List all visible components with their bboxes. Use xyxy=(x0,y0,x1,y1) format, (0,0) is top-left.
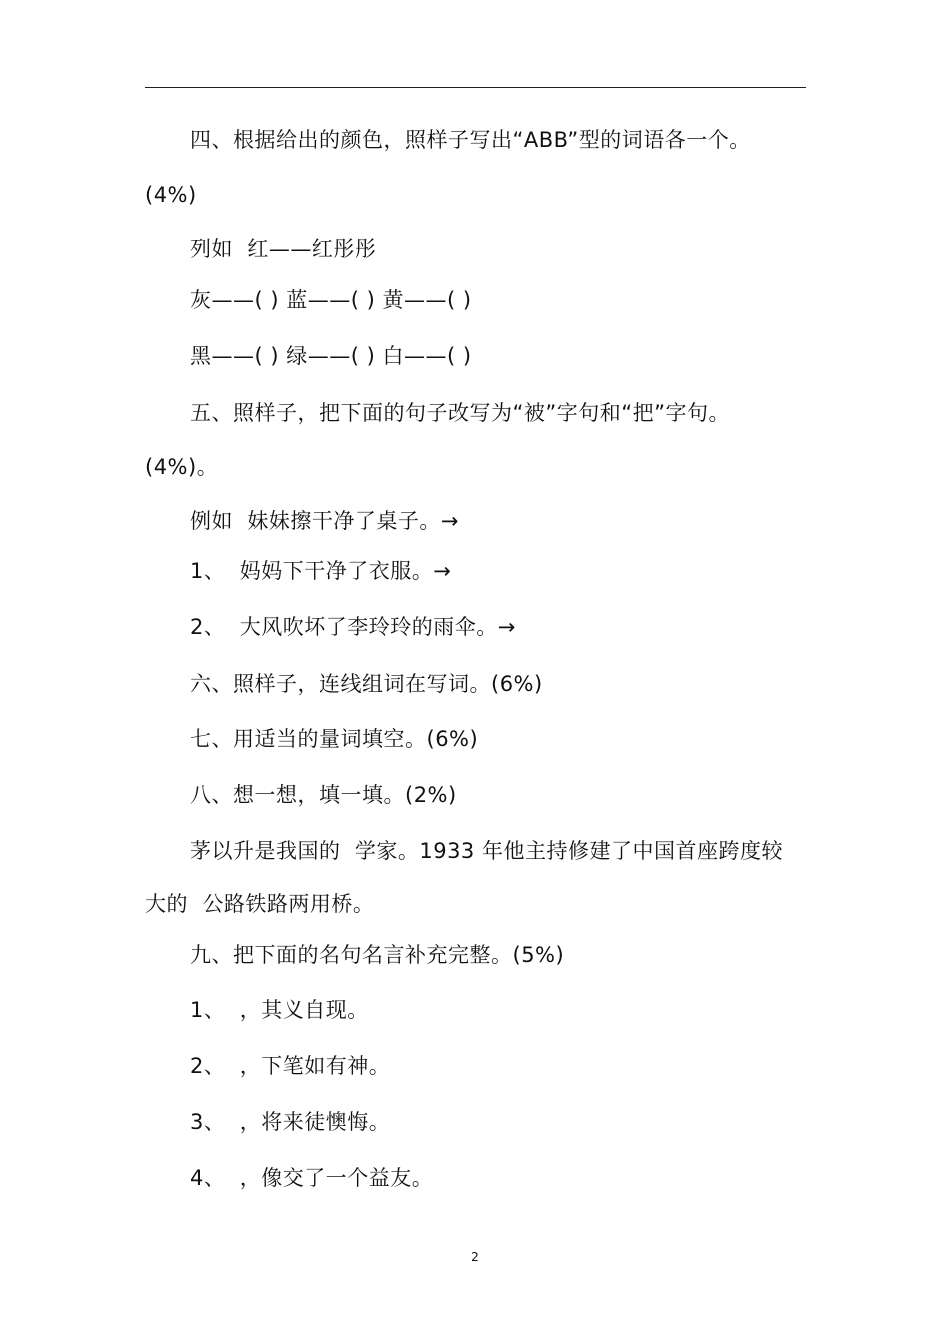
section-6-heading: 六、照样子，连线组词在写词。(6%) xyxy=(190,672,543,696)
section-4-row-1: 灰——( ) 蓝——( ) 黄——( ) xyxy=(190,288,472,312)
section-9-item-1: 1、 ，其义自现。 xyxy=(190,998,369,1022)
header-rule xyxy=(145,87,806,88)
section-4-example: 列如 红——红彤彤 xyxy=(190,237,377,261)
section-7-heading: 七、用适当的量词填空。(6%) xyxy=(190,727,479,751)
section-5-example: 例如 妹妹擦干净了桌子。→ xyxy=(190,509,459,533)
section-4-heading: 四、根据给出的颜色，照样子写出“ABB”型的词语各一个。 xyxy=(190,128,751,152)
section-4-score: (4%) xyxy=(145,183,197,207)
section-4-row-2: 黑——( ) 绿——( ) 白——( ) xyxy=(190,344,472,368)
section-9-item-4: 4、 ，像交了一个益友。 xyxy=(190,1166,434,1190)
section-5-heading: 五、照样子，把下面的句子改写为“被”字句和“把”字句。 xyxy=(190,401,731,425)
page-number: 2 xyxy=(471,1250,479,1264)
section-5-item-1: 1、 妈妈下干净了衣服。→ xyxy=(190,559,452,583)
section-8-heading: 八、想一想，填一填。(2%) xyxy=(190,783,457,807)
section-8-text-line-1: 茅以升是我国的 学家。1933 年他主持修建了中国首座跨度较 xyxy=(190,839,783,863)
section-5-item-2: 2、 大风吹坏了李玲玲的雨伞。→ xyxy=(190,615,516,639)
section-9-heading: 九、把下面的名句名言补充完整。(5%) xyxy=(190,943,565,967)
section-8-text-line-2: 大的 公路铁路两用桥。 xyxy=(145,892,375,916)
section-9-item-3: 3、 ，将来徒懊悔。 xyxy=(190,1110,391,1134)
section-9-item-2: 2、 ，下笔如有神。 xyxy=(190,1054,391,1078)
section-5-score: (4%)。 xyxy=(145,455,219,479)
